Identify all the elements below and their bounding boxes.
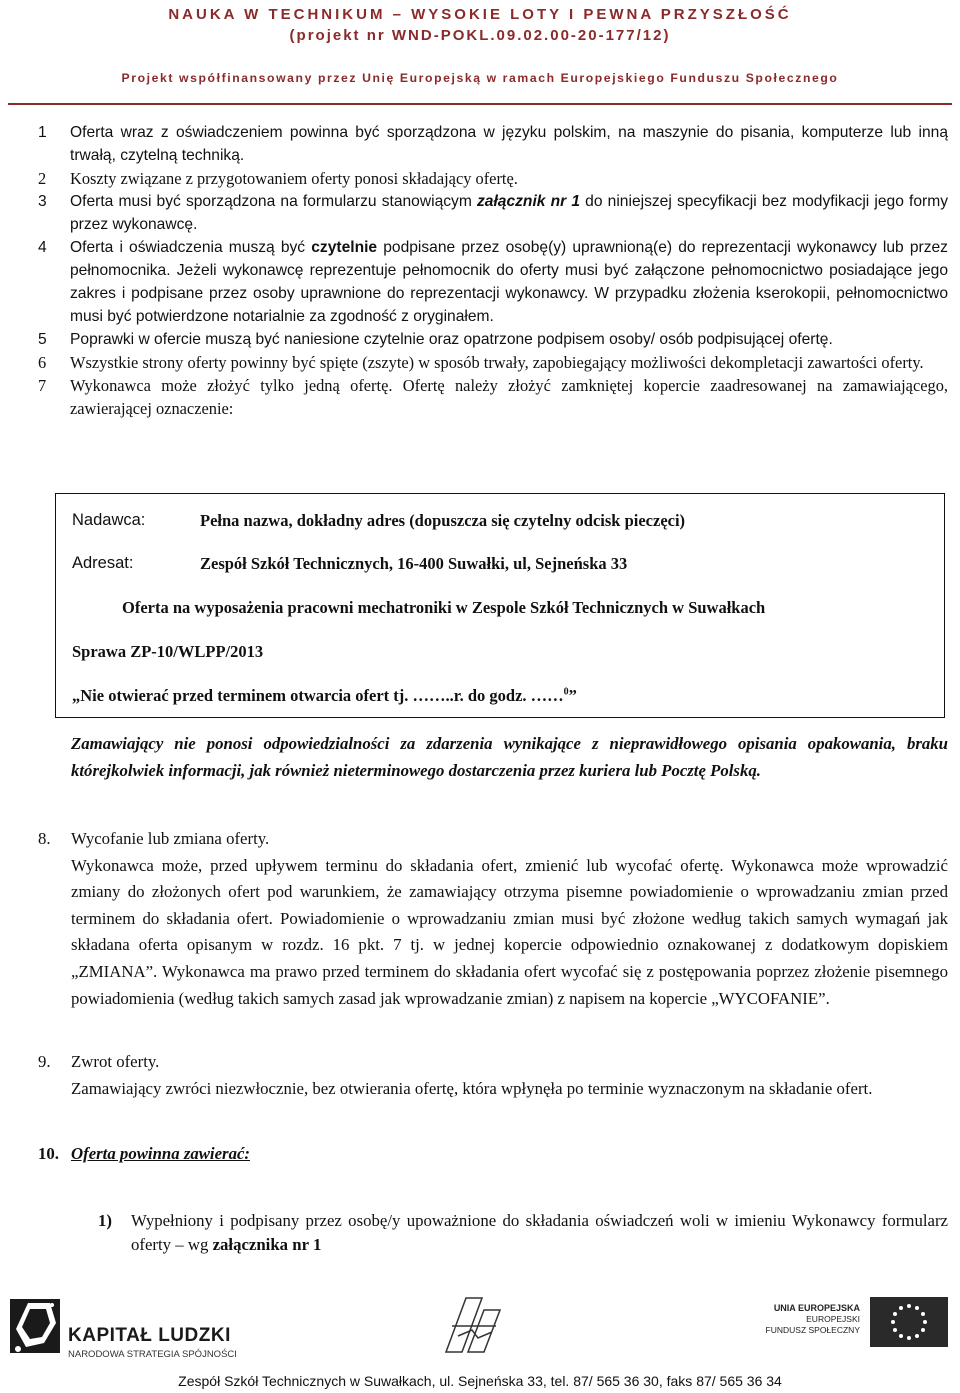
list-item-number: 4: [38, 239, 47, 256]
list-item-text: Koszty związane z przygotowaniem oferty ponosi składający ofertę.: [70, 169, 518, 188]
sender-value: Pełna nazwa, dokładny adres (dopuszcza się czytelny odcisk pieczęci): [200, 511, 686, 530]
do-not-open-text: „Nie otwierać przed terminem otwarcia ofert tj. ……..r. do godz. ……: [72, 686, 564, 705]
attachment-reference: załącznik nr 1: [476, 193, 581, 210]
list-item: [38, 236, 948, 328]
attachment-reference: załącznika nr 1: [212, 1235, 322, 1254]
list-item: [38, 328, 948, 351]
closing-quote: ”: [568, 686, 577, 705]
list-item-number: 7: [38, 376, 47, 395]
list-item-text: Wypełniony i podpisany przez osobę/y upoważnione do składania oświadczeń woli w imieniu Wykonawcy formularz oferty – wg: [131, 1211, 948, 1254]
header-divider: [8, 103, 952, 105]
list-item-number: 2: [38, 169, 47, 188]
kapital-ludzki-logo: [8, 1295, 248, 1375]
section-title: Zwrot oferty.: [71, 1052, 160, 1071]
section-withdrawal: [38, 826, 948, 1012]
kapital-ludzki-subtitle: NARODOWA STRATEGIA SPÓJNOŚCI: [68, 1349, 237, 1360]
project-number: (projekt nr WND-POKL.09.02.00-20-177/12): [289, 27, 671, 44]
liability-disclaimer: Zamawiający nie ponosi odpowiedzialności za zdarzenia wynikające z nieprawidłowego opisania opakowania, braku którejkolwiek informacji, jak również nieterminowego dostarczenia przez kuriera lub Pocztę Polską.: [71, 734, 948, 780]
list-item-text: Oferta wraz z oświadczeniem powinna być sporządzona w języku polskim, na maszynie do pisania, komputerze lub inną trwałą, czytelną techniką.: [70, 124, 948, 164]
kapital-ludzki-name: KAPITAŁ LUDZKI: [68, 1325, 231, 1346]
list-item-text: podpisane przez osobę(y) uprawnioną(e) do reprezentacji wykonawcy lub przez pełnomocnika. Jeżeli wykonawcę reprezentuje pełnomocnik do oferty musi być załączone pełnomocnictwo posiadające jego zakres i podpisane przez osoby uprawnione do reprezentacji wykonawcy. W przypadku złożenia kserokopii, pełnomocnictwo musi być potwierdzone notarialnie za zgodność z oryginałem.: [70, 239, 948, 325]
list-item-text: Oferta musi być sporządzona na formularzu stanowiącym: [70, 193, 477, 210]
list-item: [38, 167, 948, 190]
list-item-text: Wykonawca może złożyć tylko jedną ofertę. Ofertę należy złożyć zamkniętej kopercie zaadresowanej na zamawiającego, zawierającej oznaczenie:: [70, 376, 948, 418]
list-item: [38, 190, 948, 236]
addressee-label: Adresat:: [72, 554, 134, 572]
section-body: Wykonawca może, przed upływem terminu do składania ofert, zmienić lub wycofać ofertę. Wykonawca może wprowadzić zmiany do złożonych ofert pod warunkiem, że zamawiający otrzyma pisemne powiadomienie o wprowadzaniu zmian przed terminem do składania ofert. Powiadomienie o wprowadzaniu zmian musi być złożone według takich samych wymagań jak składana oferta opisanym w rozdz. 16 pkt. 7 tj. w jednej kopercie odpowiednio oznakowanej z dodatkowym dopiskiem „ZMIANA”. Wykonawca ma prawo przed terminem do składania ofert wycofać się z postępowania poprzez złożenie pisemnego powiadomienia (według takich samych zasad jak wprowadzanie zmian) z napisem na kopercie „WYCOFANIE”.: [71, 855, 948, 1008]
list-item-number: 5: [38, 331, 47, 348]
efs-line1: EUROPEJSKI: [806, 1314, 860, 1324]
list-item-text: Poprawki w ofercie muszą być naniesione czytelnie oraz opatrzone podpisem osoby/ osób podpisującej ofertę.: [70, 331, 833, 348]
sender-label: Nadawca:: [72, 511, 146, 529]
cofinancing-note: Projekt współfinansowany przez Unię Europejską w ramach Europejskiego Funduszu Społecznego: [121, 71, 839, 85]
list-item-number: 1: [38, 124, 47, 141]
school-emblem-icon: [438, 1290, 510, 1360]
emphasis-text: czytelnie: [311, 239, 378, 256]
section-number: 10.: [38, 1144, 59, 1163]
do-not-open-note: [72, 686, 577, 706]
list-item-number: 6: [38, 353, 47, 372]
efs-line2: FUNDUSZ SPOŁECZNY: [765, 1325, 860, 1335]
list-item-text: Oferta i oświadczenia muszą być: [70, 239, 312, 256]
list-item-text: do niniejszej specyfikacji bez modyfikacji jego formy przez wykonawcę.: [70, 193, 949, 233]
list-item-number: 1): [98, 1211, 112, 1230]
addressee-value: Zespół Szkół Technicznych, 16-400 Suwałki, ul, Sejneńska 33: [200, 554, 628, 573]
section-contents: [38, 1141, 948, 1168]
offer-title: Oferta na wyposażenia pracowni mechatroniki w Zespole Szkół Technicznych w Suwałkach: [122, 598, 766, 617]
eu-flag-icon: [870, 1297, 948, 1347]
list-item: [38, 374, 948, 420]
footer-contact: Zespół Szkół Technicznych w Suwałkach, ul. Sejneńska 33, tel. 87/ 565 36 30, faks 87/ 565 36 34: [178, 1373, 782, 1389]
section-number: 8.: [38, 829, 51, 848]
list-item-text: Wszystkie strony oferty powinny być spięte (zszyte) w sposób trwały, zapobiegający możliwości dekompletacji zawartości oferty.: [70, 353, 924, 372]
section-title: Oferta powinna zawierać:: [71, 1144, 251, 1163]
section-return: [38, 1049, 948, 1102]
footnote-marker: 0: [563, 686, 569, 698]
list-item: [38, 121, 948, 167]
envelope-label-box: [55, 493, 945, 718]
section-title: Wycofanie lub zmiana oferty.: [71, 829, 270, 848]
contents-list-item: [98, 1209, 948, 1257]
eu-name: UNIA EUROPEJSKA: [773, 1303, 860, 1313]
list-item: [38, 351, 948, 374]
school-logo: [438, 1290, 510, 1360]
case-number: Sprawa ZP-10/WLPP/2013: [72, 642, 264, 661]
eu-logo: [730, 1295, 952, 1345]
list-item-number: 3: [38, 193, 47, 210]
section-number: 9.: [38, 1052, 51, 1071]
requirements-list: [38, 121, 948, 420]
project-title: NAUKA W TECHNIKUM – WYSOKIE LOTY I PEWNA PRZYSZŁOŚĆ: [168, 6, 792, 23]
section-body: Zamawiający zwróci niezwłocznie, bez otwierania ofertę, która wpłynęła po terminie wyznaczonym na składanie ofert.: [71, 1078, 873, 1098]
